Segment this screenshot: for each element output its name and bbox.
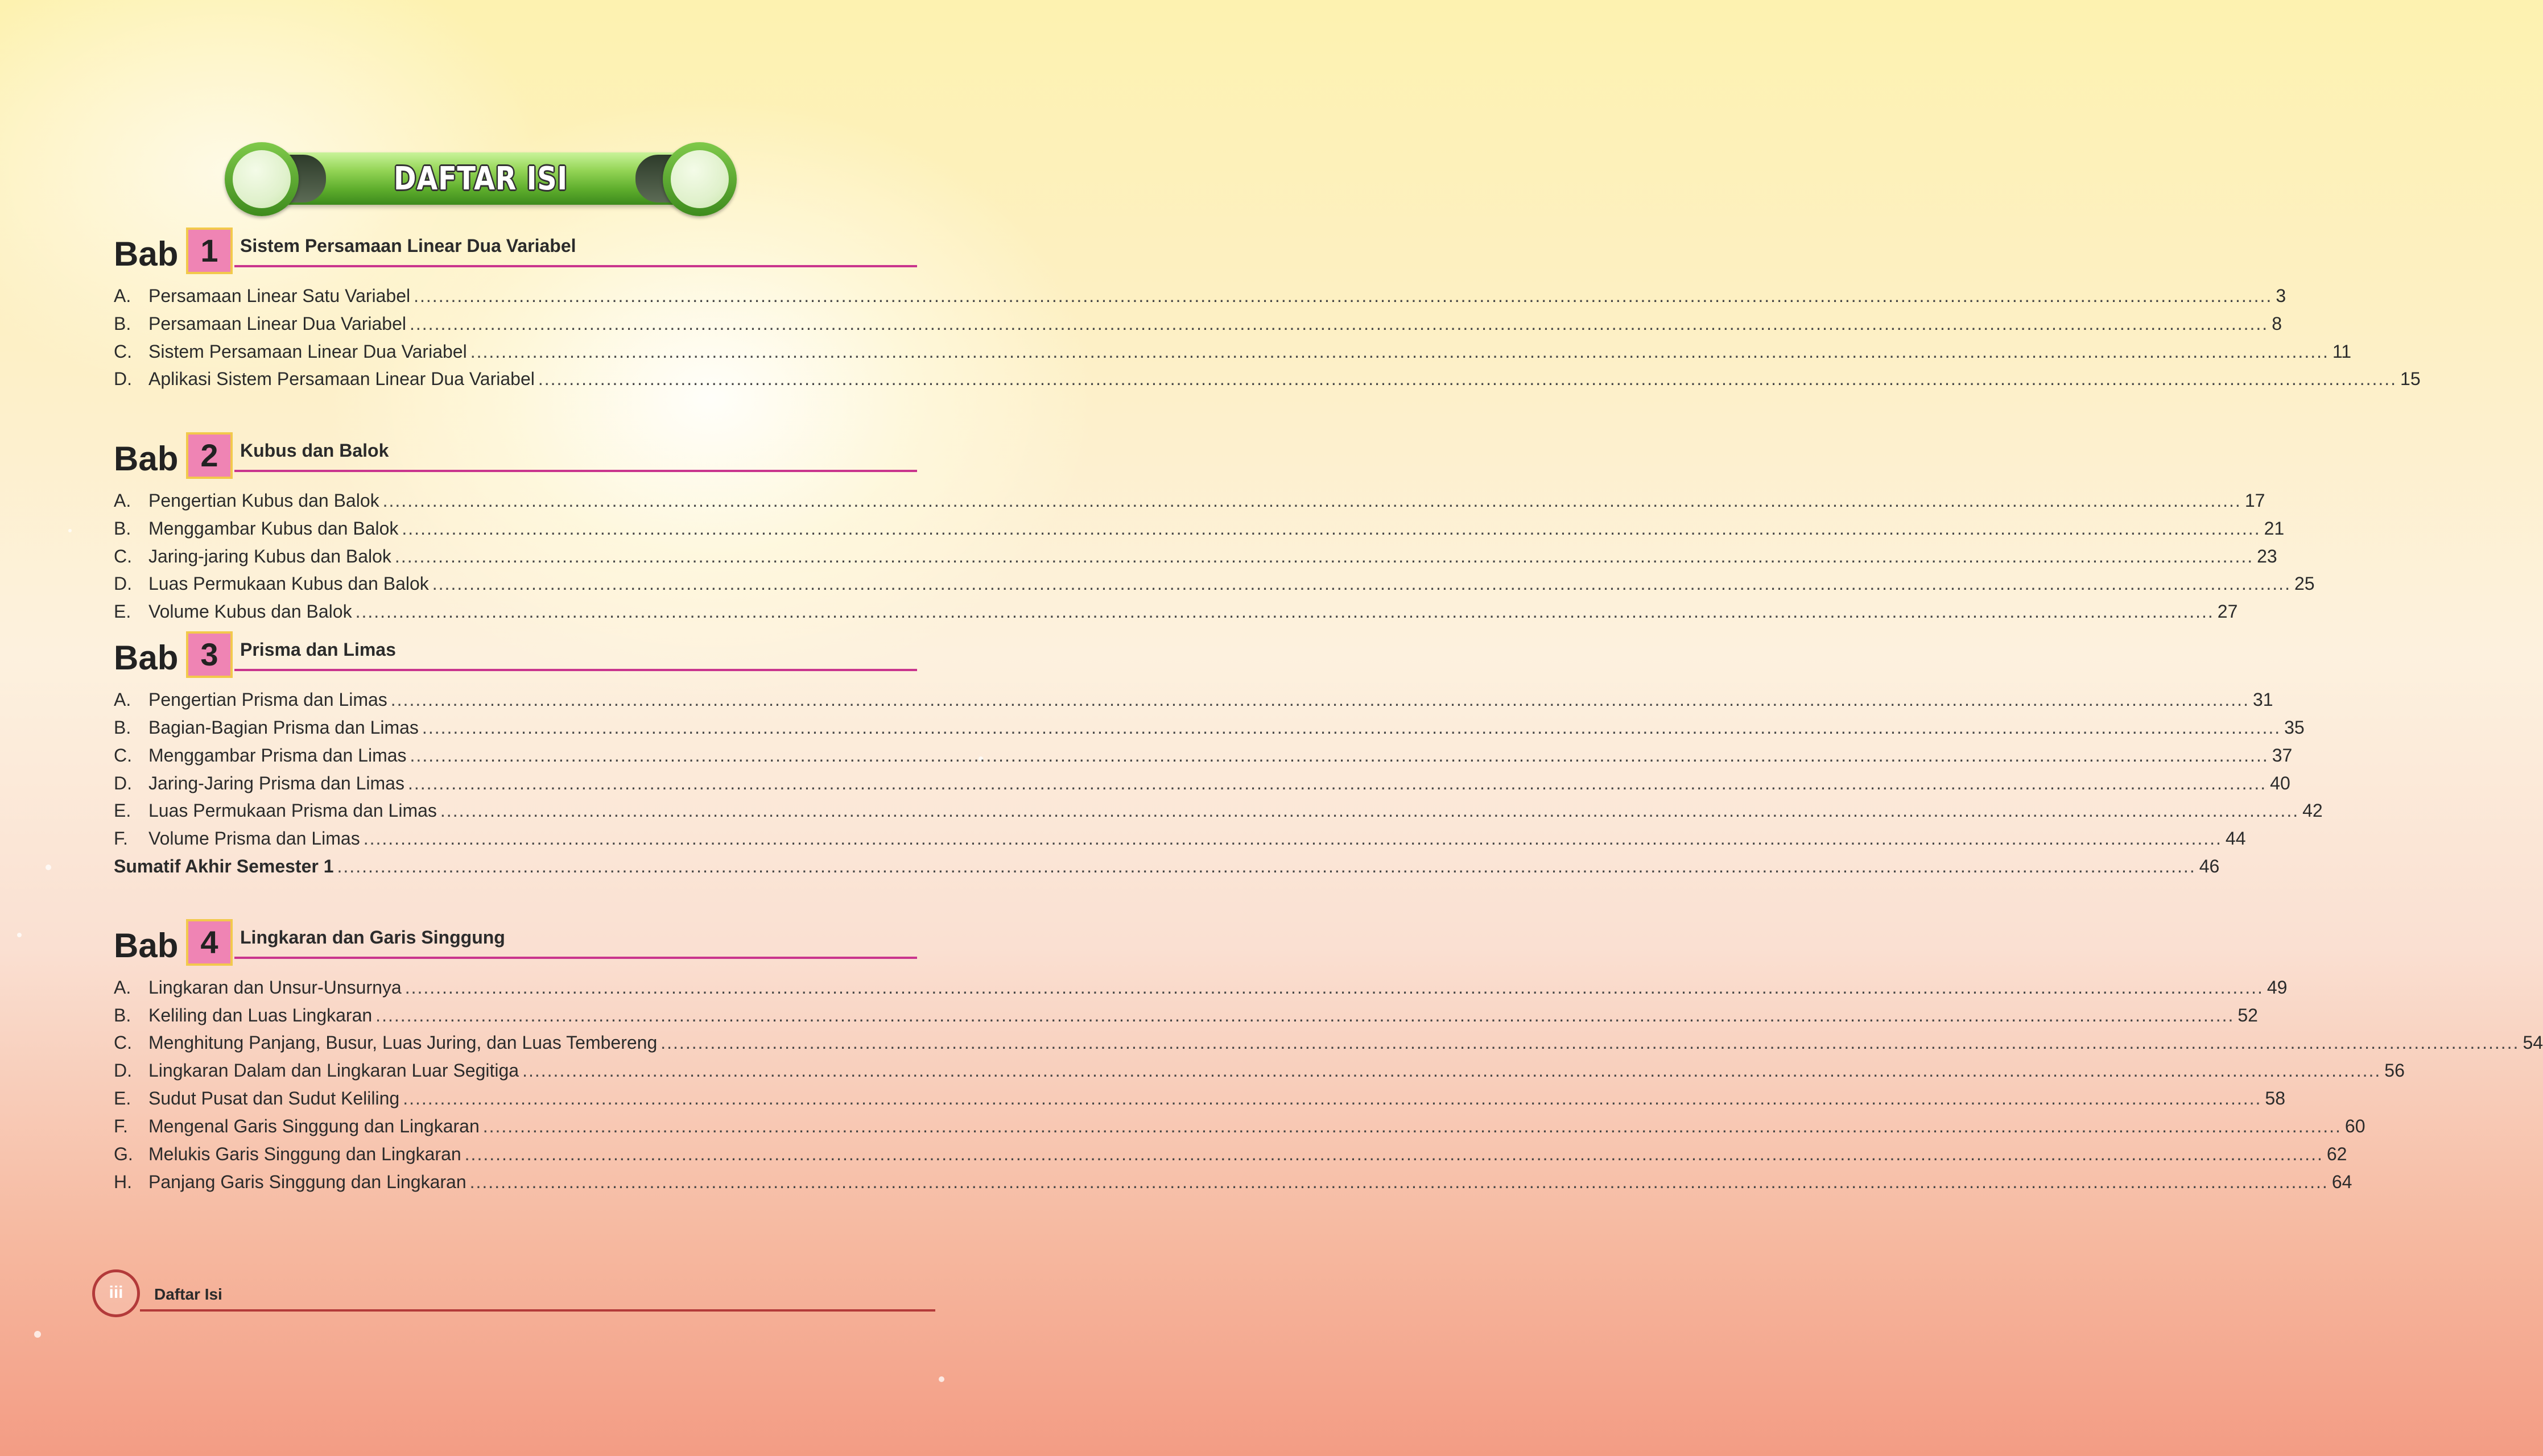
toc-entry[interactable] (114, 369, 2421, 394)
toc-entry[interactable] (114, 745, 2293, 770)
title-banner (225, 142, 737, 216)
sparkle-decoration (939, 1376, 944, 1382)
entry-letter: E. (114, 601, 131, 622)
chapter-title: Prisma dan Limas (240, 639, 396, 660)
entry-letter: G. (114, 1144, 133, 1164)
entry-letter: E. (114, 1088, 131, 1108)
entry-title: Sistem Persamaan Linear Dua Variabel (148, 341, 467, 362)
entry-page: 25 (2294, 573, 2315, 594)
chapter-header-2 (114, 432, 917, 478)
dot-leader: ............................................................................................................................................................................................................................................................................................................ (482, 1116, 2342, 1136)
page-title: DAFTAR ISI (394, 160, 568, 197)
sparkle-decoration (68, 529, 72, 532)
entry-title: Menggambar Kubus dan Balok (148, 518, 399, 539)
dot-leader: ............................................................................................................................................................................................................................................................................................................ (469, 1172, 2329, 1192)
bab-label: Bab (114, 639, 179, 677)
entry-title: Persamaan Linear Dua Variabel (148, 313, 406, 334)
entry-title: Pengertian Kubus dan Balok (148, 490, 379, 511)
dot-leader: ............................................................................................................................................................................................................................................................................................................ (403, 1088, 2262, 1108)
entry-page: 35 (2284, 717, 2305, 738)
toc-entry[interactable] (114, 313, 2282, 338)
chapter-title: Lingkaran dan Garis Singgung (240, 927, 505, 948)
entry-letter: D. (114, 573, 132, 594)
entry-title: Keliling dan Luas Lingkaran (148, 1005, 373, 1025)
dot-leader: ............................................................................................................................................................................................................................................................................................................ (404, 977, 2264, 998)
dot-leader: ............................................................................................................................................................................................................................................................................................................ (375, 1005, 2235, 1025)
entry-title: Volume Kubus dan Balok (148, 601, 352, 622)
dot-leader: ............................................................................................................................................................................................................................................................................................................ (470, 341, 2329, 362)
toc-entry[interactable] (114, 546, 2277, 571)
entry-title: Luas Permukaan Prisma dan Limas (148, 800, 437, 821)
toc-entry[interactable] (114, 800, 2323, 825)
entry-page: 42 (2302, 800, 2323, 821)
entry-page: 15 (2400, 369, 2421, 389)
toc-entry[interactable] (114, 573, 2315, 598)
entry-page: 27 (2217, 601, 2238, 622)
entry-title: Sumatif Akhir Semester 1 (114, 856, 334, 876)
toc-entry[interactable] (114, 341, 2352, 366)
entry-letter: D. (114, 773, 132, 793)
sparkle-decoration (46, 864, 51, 870)
entry-page: 56 (2384, 1060, 2405, 1081)
dot-leader: ............................................................................................................................................................................................................................................................................................................ (394, 546, 2254, 566)
page-number-badge: iii (92, 1269, 140, 1317)
entry-page: 8 (2272, 313, 2282, 334)
entry-title: Mengenal Garis Singgung dan Lingkaran (148, 1116, 480, 1136)
entry-letter: H. (114, 1172, 132, 1192)
entry-letter: D. (114, 1060, 132, 1081)
entry-title: Jaring-jaring Kubus dan Balok (148, 546, 391, 566)
chapter-title: Kubus dan Balok (240, 440, 389, 461)
dot-leader: ............................................................................................................................................................................................................................................................................................................ (402, 518, 2261, 539)
entry-page: 23 (2257, 546, 2277, 566)
entry-page: 60 (2344, 1116, 2366, 1136)
chapter-header-3 (114, 631, 917, 677)
toc-entry[interactable] (114, 689, 2273, 714)
entry-letter: C. (114, 745, 132, 766)
entry-title: Menggambar Prisma dan Limas (148, 745, 407, 766)
entry-page: 52 (2237, 1005, 2258, 1025)
entry-page: 11 (2332, 341, 2352, 362)
toc-entry[interactable] (114, 977, 2288, 1002)
toc-entry[interactable] (114, 1060, 2405, 1085)
bab-label: Bab (114, 235, 179, 273)
toc-entry[interactable] (114, 1032, 2543, 1057)
chapter-underline (234, 265, 917, 267)
entry-page: 64 (2331, 1172, 2352, 1192)
footer-line (140, 1309, 935, 1312)
entry-page: 58 (2265, 1088, 2285, 1108)
bab-number-box: 4 (186, 919, 233, 966)
chapter-header-1 (114, 228, 917, 273)
entry-page: 17 (2244, 490, 2265, 511)
chapter-underline (234, 669, 917, 671)
dot-leader: ............................................................................................................................................................................................................................................................................................................ (363, 828, 2222, 849)
chapter-underline (234, 470, 917, 472)
dot-leader: ............................................................................................................................................................................................................................................................................................................ (390, 689, 2249, 710)
toc-entry[interactable] (114, 773, 2290, 798)
dot-leader: ............................................................................................................................................................................................................................................................................................................ (440, 800, 2300, 821)
entry-letter: C. (114, 341, 132, 362)
bab-number-box: 1 (186, 228, 233, 274)
entry-page: 37 (2272, 745, 2293, 766)
entry-title: Volume Prisma dan Limas (148, 828, 360, 849)
entry-page: 40 (2270, 773, 2290, 793)
dot-leader: ............................................................................................................................................................................................................................................................................................................ (382, 490, 2241, 511)
entry-title: Luas Permukaan Kubus dan Balok (148, 573, 429, 594)
toc-entry[interactable] (114, 518, 2285, 543)
entry-letter: D. (114, 369, 132, 389)
toc-entry[interactable] (114, 286, 2286, 311)
entry-page: 44 (2225, 828, 2246, 849)
entry-letter: A. (114, 490, 131, 511)
entry-letter: A. (114, 286, 131, 306)
bab-label: Bab (114, 440, 179, 478)
footer-label: Daftar Isi (154, 1285, 222, 1303)
entry-title: Lingkaran Dalam dan Lingkaran Luar Segitiga (148, 1060, 519, 1081)
entry-title: Pengertian Prisma dan Limas (148, 689, 387, 710)
entry-title: Persamaan Linear Satu Variabel (148, 286, 411, 306)
toc-entry[interactable] (114, 828, 2246, 853)
bab-number-box: 2 (186, 432, 233, 479)
entry-letter: E. (114, 800, 131, 821)
entry-title: Jaring-Jaring Prisma dan Limas (148, 773, 404, 793)
entry-title: Aplikasi Sistem Persamaan Linear Dua Variabel (148, 369, 535, 389)
dot-leader: ............................................................................................................................................................................................................................................................................................................ (410, 745, 2269, 766)
dot-leader: ............................................................................................................................................................................................................................................................................................................ (538, 369, 2397, 389)
entry-letter: A. (114, 977, 131, 998)
entry-letter: B. (114, 313, 131, 334)
toc-entry[interactable] (114, 1172, 2352, 1197)
entry-letter: B. (114, 717, 131, 738)
toc-entry[interactable] (114, 1116, 2366, 1141)
bab-label: Bab (114, 926, 179, 965)
entry-page: 54 (2523, 1032, 2543, 1053)
toc-entry-summative[interactable] (114, 856, 2220, 881)
dot-leader: ............................................................................................................................................................................................................................................................................................................ (422, 717, 2281, 738)
toc-entry[interactable] (114, 717, 2305, 742)
toc-entry[interactable] (114, 1088, 2285, 1113)
entry-title: Panjang Garis Singgung dan Lingkaran (148, 1172, 467, 1192)
toc-entry[interactable] (114, 1144, 2347, 1169)
entry-title: Melukis Garis Singgung dan Lingkaran (148, 1144, 461, 1164)
dot-leader: ............................................................................................................................................................................................................................................................................................................ (432, 573, 2291, 594)
entry-letter: A. (114, 689, 131, 710)
chapter-title: Sistem Persamaan Linear Dua Variabel (240, 235, 576, 256)
entry-page: 62 (2326, 1144, 2347, 1164)
entry-letter: B. (114, 1005, 131, 1025)
toc-entry[interactable] (114, 490, 2265, 515)
sparkle-decoration (34, 1331, 41, 1338)
bab-number-box: 3 (186, 631, 233, 678)
entry-page: 21 (2264, 518, 2285, 539)
entry-title: Menghitung Panjang, Busur, Luas Juring, dan Luas Tembereng (148, 1032, 658, 1053)
entry-letter: F. (114, 828, 128, 849)
toc-entry[interactable] (114, 1005, 2258, 1030)
entry-page: 49 (2267, 977, 2288, 998)
dot-leader: ............................................................................................................................................................................................................................................................................................................ (660, 1032, 2520, 1053)
entry-title: Sudut Pusat dan Sudut Keliling (148, 1088, 400, 1108)
dot-leader: ............................................................................................................................................................................................................................................................................................................ (410, 313, 2269, 334)
entry-page: 3 (2276, 286, 2286, 306)
entry-title: Bagian-Bagian Prisma dan Limas (148, 717, 419, 738)
dot-leader: ............................................................................................................................................................................................................................................................................................................ (407, 773, 2267, 793)
entry-page: 31 (2252, 689, 2273, 710)
chapter-header-4 (114, 919, 917, 965)
toc-entry[interactable] (114, 601, 2238, 626)
dot-leader: ............................................................................................................................................................................................................................................................................................................ (414, 286, 2273, 306)
dot-leader: ............................................................................................................................................................................................................................................................................................................ (522, 1060, 2381, 1081)
entry-title: Lingkaran dan Unsur-Unsurnya (148, 977, 402, 998)
entry-letter: F. (114, 1116, 128, 1136)
entry-letter: C. (114, 546, 132, 566)
sparkle-decoration (17, 933, 22, 937)
entry-letter: B. (114, 518, 131, 539)
chapter-underline (234, 957, 917, 959)
dot-leader: ............................................................................................................................................................................................................................................................................................................ (464, 1144, 2323, 1164)
entry-page: 46 (2199, 856, 2220, 876)
dot-leader: ............................................................................................................................................................................................................................................................................................................ (337, 856, 2196, 876)
dot-leader: ............................................................................................................................................................................................................................................................................................................ (355, 601, 2214, 622)
entry-letter: C. (114, 1032, 132, 1053)
